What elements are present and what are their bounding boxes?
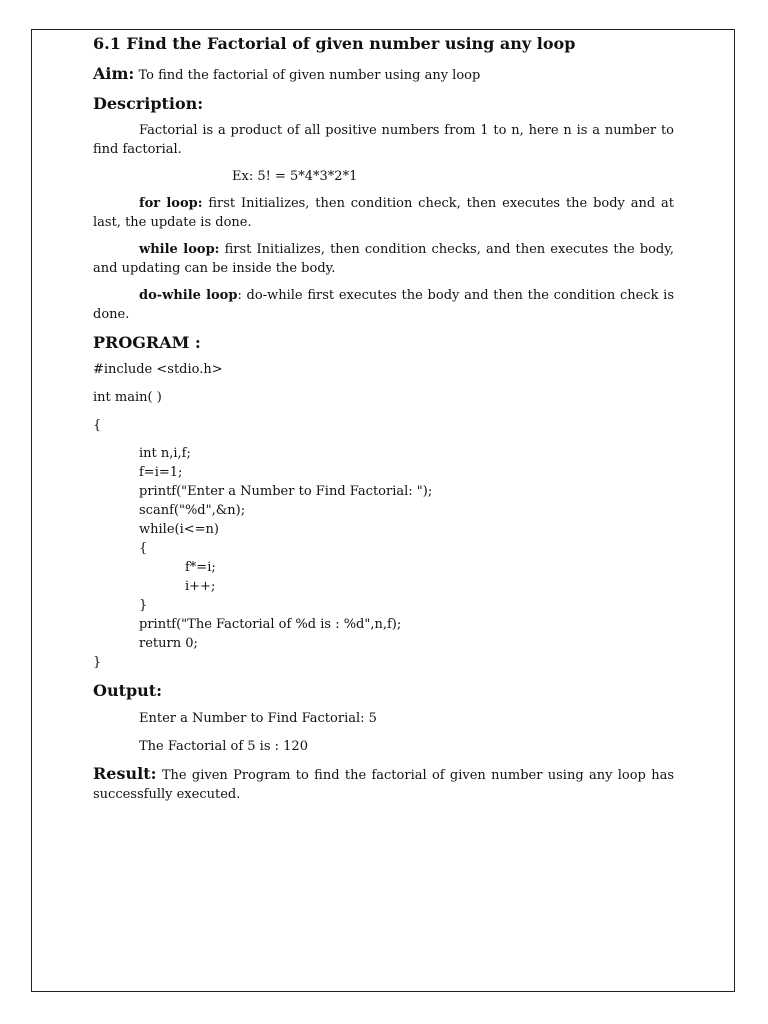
code-close-brace: } xyxy=(93,655,102,670)
program-heading: PROGRAM : xyxy=(93,333,201,352)
description-heading: Description: xyxy=(93,94,204,113)
for-loop-text: first Initializes, then condition check, then executes the body and at last, the update is done. xyxy=(93,196,674,230)
code-line: printf("Enter a Number to Find Factorial: "); xyxy=(139,484,433,499)
document-content xyxy=(93,33,674,804)
output-heading: Output: xyxy=(93,681,163,700)
code-line: int n,i,f; xyxy=(139,446,191,461)
code-line: f*=i; xyxy=(185,560,216,575)
code-line: i++; xyxy=(185,579,216,594)
while-loop-term: while loop: xyxy=(139,242,220,257)
while-loop-text: first Initializes, then condition checks, and then executes the body, and updating can be inside the body. xyxy=(93,242,674,276)
code-line: f=i=1; xyxy=(139,465,183,480)
code-line: while(i<=n) xyxy=(139,522,219,537)
code-line: return 0; xyxy=(139,636,198,651)
description-intro: Factorial is a product of all positive numbers from 1 to n, here n is a number to find factorial. xyxy=(93,123,674,157)
output-line: Enter a Number to Find Factorial: 5 xyxy=(139,711,377,726)
do-while-loop-description xyxy=(93,286,674,324)
aim-section xyxy=(93,64,674,85)
code-line: { xyxy=(139,541,148,556)
code-main: int main( ) xyxy=(93,390,162,405)
code-line: scanf("%d",&n); xyxy=(139,503,246,518)
page-title: 6.1 Find the Factorial of given number using any loop xyxy=(93,34,576,53)
result-label: Result: xyxy=(93,764,157,783)
result-section xyxy=(93,764,674,804)
output-line: The Factorial of 5 is : 120 xyxy=(139,739,308,754)
result-text: The given Program to find the factorial of given number using any loop has successfully executed. xyxy=(93,768,674,802)
code-line: } xyxy=(139,598,148,613)
factorial-example: Ex: 5! = 5*4*3*2*1 xyxy=(232,169,358,184)
program-code xyxy=(93,360,674,672)
for-loop-description xyxy=(93,194,674,232)
aim-text: To find the factorial of given number using any loop xyxy=(138,68,481,83)
for-loop-term: for loop: xyxy=(139,196,203,211)
aim-label: Aim: xyxy=(93,64,135,83)
code-open-brace: { xyxy=(93,418,102,433)
do-while-loop-term: do-while loop xyxy=(139,288,238,303)
code-include: #include <stdio.h> xyxy=(93,362,223,377)
while-loop-description xyxy=(93,240,674,278)
code-line: printf("The Factorial of %d is : %d",n,f); xyxy=(139,617,402,632)
do-while-loop-text: : do-while first executes the body and then the condition check is done. xyxy=(93,288,675,322)
